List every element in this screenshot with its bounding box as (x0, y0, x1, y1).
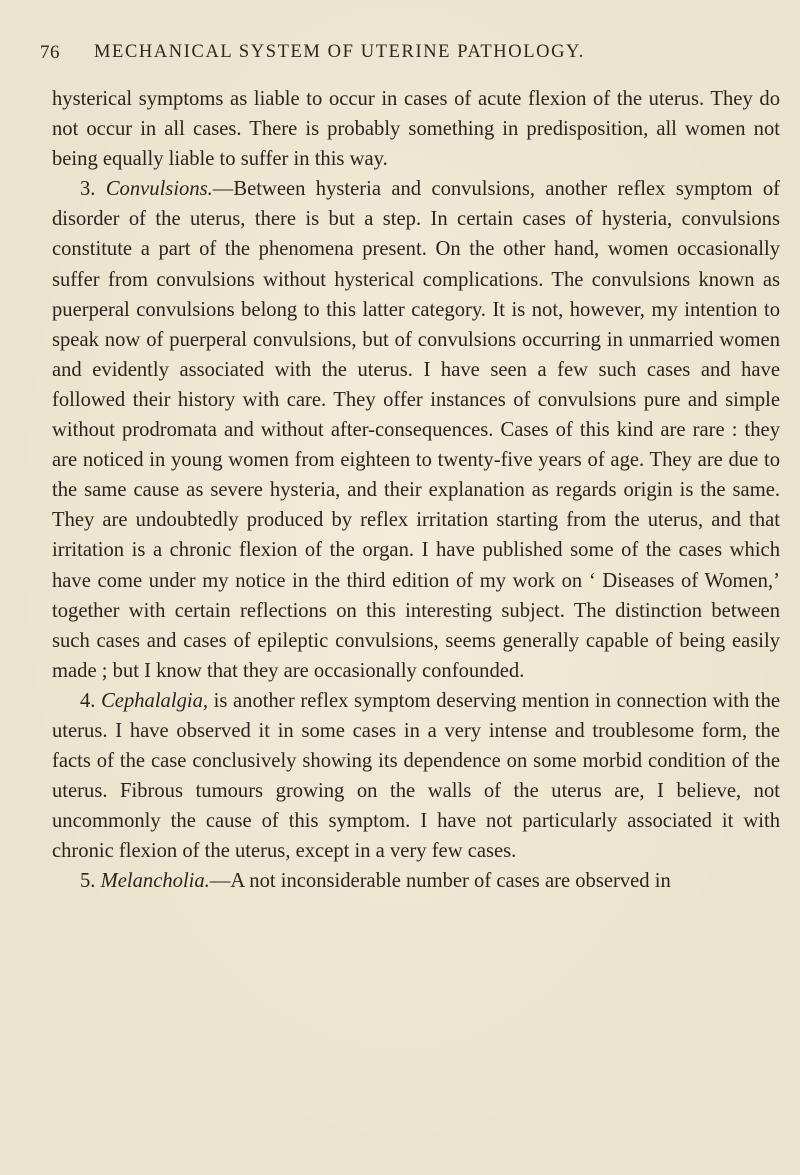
section-term: Convulsions. (105, 178, 213, 201)
section-number: 3. (80, 178, 106, 201)
paragraph-melancholia (52, 866, 780, 896)
section-number: 4. (80, 689, 102, 712)
section-term: Cephalalgia, (101, 689, 209, 712)
page-number: 76 (40, 42, 60, 63)
paragraph-continuation (52, 84, 780, 174)
section-term: Melancholia. (100, 870, 210, 893)
paragraph-text: —Between hysteria and convulsions, another reflex symptom of disorder of the uterus, there is but a step. In certain cases of hysteria, convulsions constitute a part of the phenomena present. On the other hand, women occasionally suffer from convulsions without hysterical complications. The convulsions known as puerperal convulsions belong to this latter category. It is not, however, my intention to speak now of puerperal convulsions, but of convulsions occurring in unmarried women and evidently associated with the uterus. I have seen a few such cases and have followed their history with care. They offer instances of convulsions pure and simple without prodromata and without after-consequences. Cases of this kind are rare : they are noticed in young women from eighteen to twenty-five years of age. They are due to the same cause as severe hysteria, and their explanation as regards origin is the same. They are undoubtedly produced by reflex irritation starting from the uterus, and that irritation is a chronic flexion of the organ. I have published some of the cases which have come under my notice in the third edition of my work on ‘ Diseases of Women,’ together with certain reflections on this interesting subject. The distinction between such cases and cases of epileptic convulsions, seems generally capable of being easily made ; but I know that they are occasionally confounded. (52, 178, 781, 682)
paragraph-text: —A not inconsiderable number of cases are observed in (209, 870, 671, 893)
paragraph-cephalalgia (52, 686, 780, 867)
paragraph-text: is another reflex symptom deserving mention in connection with the uterus. I have observed it in some cases in a very intense and troublesome form, the facts of the case conclusively showing its dependence on some morbid condition of the uterus. Fibrous tumours growing on the walls of the uterus are, I believe, not uncommonly the cause of this symptom. I have not particularly associated it with chronic flexion of the uterus, except in a very few cases. (52, 689, 781, 863)
paragraph-text: hysterical symptoms as liable to occur in cases of acute flexion of the uterus. They do not occur in all cases. There is probably something in predisposition, all women not being equally liable to suffer in this way. (52, 88, 780, 171)
running-head: MECHANICAL SYSTEM OF UTERINE PATHOLOGY. (94, 42, 585, 62)
paragraph-convulsions (52, 174, 780, 686)
page-header (40, 42, 780, 72)
section-number: 5. (80, 870, 101, 893)
body-text (52, 84, 780, 897)
